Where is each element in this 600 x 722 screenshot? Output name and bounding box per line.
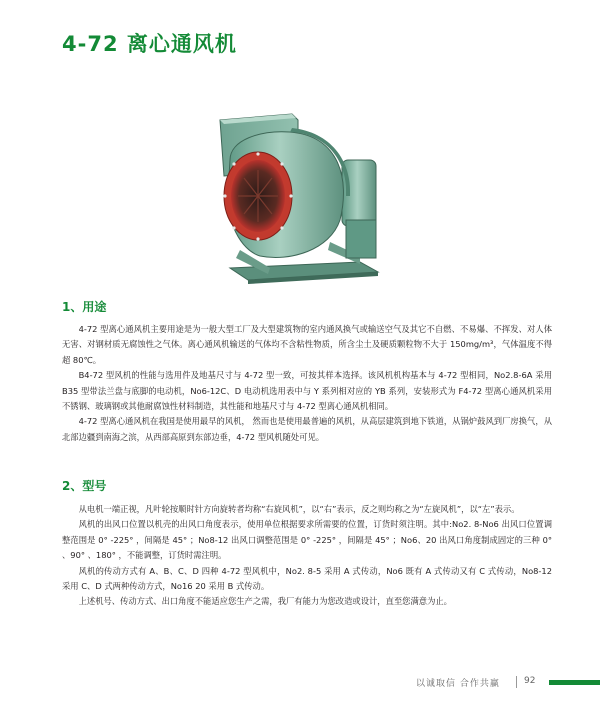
footer-accent-bar <box>549 680 600 685</box>
product-photo <box>200 100 400 300</box>
usage-paragraph: 4-72 型离心通风机主要用途是为一般大型工厂及大型建筑物的室内通风换气或输送空气及其它不自燃、不易爆、不挥发、对人体无害、对钢材质无腐蚀性之气体。离心通风机输送的气体均不含粘性物质，所含尘土及硬质颗粒物不大于 150mg/m³，气体温度不得超 80℃。 <box>62 324 552 365</box>
footer-divider <box>516 676 517 688</box>
page-title: 4-72 离心通风机 <box>62 32 237 56</box>
model-body <box>62 502 552 610</box>
model-paragraph: 风机的传动方式有 A、B、C、D 四种 4-72 型风机中，No2. 8-5 采用 A 式传动，No6 既有 A 式传动又有 C 式传动，No8-12 采用 C、D 式两种传动方式，No16 20 采用 B 式传动。 <box>62 565 552 592</box>
footer-motto: 以诚取信 合作共赢 <box>416 679 500 689</box>
model-paragraph: 上述机号、传动方式、出口角度不能适应您生产之需，我厂有能力为您改造或设计，直至您满意为止。 <box>78 596 452 607</box>
page-number: 92 <box>524 676 536 686</box>
model-paragraph: 风机的出风口位置以机壳的出风口角度表示，使用单位根据要求所需要的位置，订货时须注明。其中:No2. 8-No6 出风口位置调整范围是 0° -225° ，间隔是 45° ；No8-12 出风口调整范围是 0° -225° ，间隔是 45° ；No6、20 出风口角度制成固定的三种 0° 、90° 、180° ，不能调整，订货时需注明。 <box>62 519 552 561</box>
usage-paragraph: B4-72 型风机的性能与选用件及地基尺寸与 4-72 型一致，可按其样本选择。该风机机构基本与 4-72 型相同，No2.8-6A 采用 B35 型带法兰盘与底脚的电动机，No6-12C、D 电动机选用表中与 Y 系列相对应的 YB 系列，安装形式为 F4-72 型离心通风机采用不锈钢、玻璃钢或其他耐腐蚀性材料制造，其性能和地基尺寸与 4-72 型离心通风机相同。 <box>62 370 552 412</box>
section-heading-usage: 1、用途 <box>62 300 107 314</box>
model-paragraph: 从电机一端正视，凡叶轮按顺时针方向旋转者均称“右旋风机”，以“右”表示，反之则均称之为“左旋风机”，以“左”表示。 <box>78 504 520 514</box>
usage-body <box>62 322 552 445</box>
usage-paragraph: 4-72 型离心通风机在我国是使用最早的风机， 然而也是使用最普遍的风机，从高层建筑到地下铁道，从锅炉鼓风到厂房换气，从北部边疆到南海之滨，从西部高原到东部边垂，4-72 型风机随处可见。 <box>62 416 552 442</box>
centrifugal-fan-icon <box>200 100 400 300</box>
section-heading-model: 2、型号 <box>62 479 107 493</box>
